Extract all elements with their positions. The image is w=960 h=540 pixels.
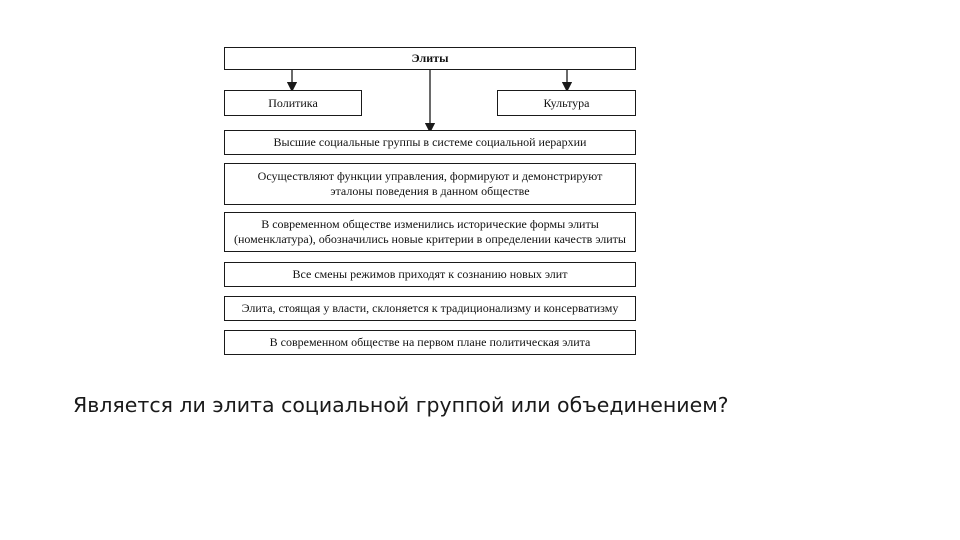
statement-text-4: Все смены режимов приходят к сознанию новых элит xyxy=(292,267,568,281)
statement-text-1: Высшие социальные группы в системе социальной иерархии xyxy=(273,135,587,149)
statement-text-5: Элита, стоящая у власти, склоняется к традиционализму и консерватизму xyxy=(241,301,619,315)
statement-box-4 xyxy=(224,262,636,287)
statement-text-2: Осуществляют функции управления, формируют и демонстрируют эталоны поведения в данном обществе xyxy=(257,169,603,198)
culture-label: Культура xyxy=(543,95,590,110)
statement-text-6: В современном обществе на первом плане политическая элита xyxy=(269,335,591,349)
statement-box-2 xyxy=(224,163,636,205)
politics-box xyxy=(224,90,362,116)
statement-box-5 xyxy=(224,296,636,321)
statement-box-1 xyxy=(224,130,636,155)
statement-box-6 xyxy=(224,330,636,355)
question-text: Является ли элита социальной группой или объединением? xyxy=(73,393,729,417)
culture-box xyxy=(497,90,636,116)
elites-label: Элиты xyxy=(411,51,449,65)
elites-box xyxy=(224,47,636,70)
politics-label: Политика xyxy=(268,95,318,110)
statement-text-3: В современном обществе изменились исторические формы элиты (номенклатура), обозначились новые критерии в определении качеств элиты xyxy=(233,217,626,246)
statement-box-3 xyxy=(224,212,636,252)
